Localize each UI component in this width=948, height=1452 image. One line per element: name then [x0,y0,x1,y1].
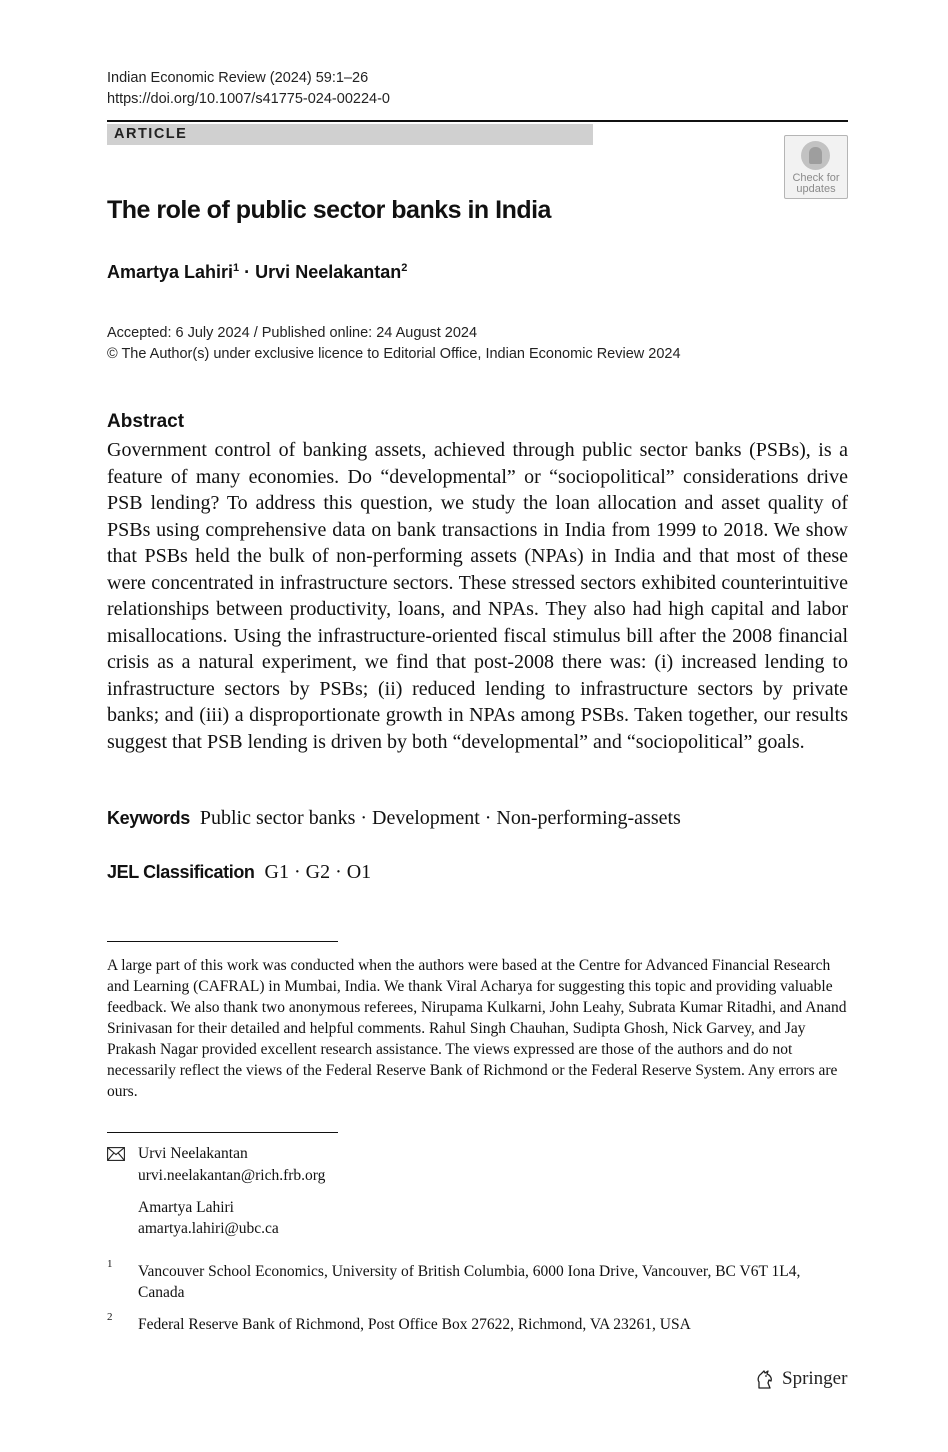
paper-title: The role of public sector banks in India [107,196,551,224]
affiliation-marker: 2 [401,262,408,274]
jel-classification-row [107,861,371,884]
author-name: Amartya Lahiri [107,262,234,282]
journal-citation: Indian Economic Review (2024) 59:1–26 [107,70,369,86]
keywords-value: Public sector banks · Development · Non-performing-assets [199,807,681,829]
corresponding-author-email[interactable]: urvi.neelakantan@rich.frb.org [138,1167,326,1184]
bookmark-icon [801,141,830,170]
coauthor-name: Amartya Lahiri [138,1199,234,1216]
affiliation-marker: 1 [233,262,240,274]
author-name: Urvi Neelakantan [255,262,402,282]
acknowledgement-footnote: A large part of this work was conducted when the authors were based at the Centre for Advanced Financial Research and Learning (CAFRAL) in Mumbai, India. We thank Viral Acharya for suggesting this topic and providing valuable feedback. We also thank two anonymous referees, Nirupama Kulkarni, John Leahy, Subrata Kumar Ritadhi, and Anand Srinivasan for their detailed and helpful comments. Rahul Singh Chauhan, Sudipta Ghosh, Nick Garvey, and Jay Prakash Nagar provided excellent research assistance. The views expressed are those of the authors and do not necessarily reflect the views of the Federal Reserve Bank of Richmond or the Federal Reserve System. Any errors are ours. [107,957,847,1100]
springer-horse-icon [754,1368,776,1390]
article-type-label: ARTICLE [114,126,188,142]
keywords-row [107,807,681,830]
corresponding-author-name: Urvi Neelakantan [138,1145,248,1162]
journal-header [107,68,390,110]
affiliation-text: Federal Reserve Bank of Richmond, Post Office Box 27622, Richmond, VA 23261, USA [138,1316,691,1333]
coauthor-email[interactable]: amartya.lahiri@ubc.ca [138,1220,279,1237]
updates-label: updates [796,183,836,195]
envelope-icon [107,1147,125,1161]
keywords-label: Keywords [107,808,190,828]
affiliation-text: Vancouver School Economics, University of British Columbia, 6000 Iona Drive, Vancouver, BC V6T 1L4, Canada [138,1263,801,1301]
footnote-rule [107,941,338,942]
affiliation-number: 2 [107,1311,113,1323]
jel-value: G1 · G2 · O1 [264,861,372,883]
author-list [107,262,407,283]
abstract-body: Government control of banking assets, achieved through public sector banks (PSBs), is a feature of many economies. Do “developmental” or “sociopolitical” considerations drive PSB lending? To address this question, we study the loan allocation and asset quality of PSBs using comprehensive data on bank transactions in India from 1999 to 2018. We show that PSBs held the bulk of non-performing assets (NPAs) in India and that most of these were concentrated in infrastructure sectors. These stressed sectors exhibited counterintuitive relationships between productivity, loans, and NPAs. They also had high capital and labor misallocations. Using the infrastructure-oriented fiscal stimulus bill after the 2008 financial crisis as a natural experiment, we find that post-2008 there was: (i) increased lending to infrastructure sectors by PSBs; (ii) reduced lending to infrastructure sectors by private banks; and (iii) a disproportionate growth in NPAs among PSBs. Taken together, our results suggest that PSB lending is driven by both “developmental” and “sociopolitical” goals. [107,439,848,753]
doi-link[interactable]: https://doi.org/10.1007/s41775-024-00224-0 [107,91,390,107]
publisher-logo [754,1368,847,1390]
author-separator: · [239,262,256,282]
abstract-heading: Abstract [107,411,185,432]
check-for-label: Check for [792,172,840,184]
publication-info [107,323,681,365]
publisher-name: Springer [782,1368,848,1389]
header-rule [107,120,848,122]
affiliation-number: 1 [107,1258,113,1270]
copyright-notice: © The Author(s) under exclusive licence to Editorial Office, Indian Economic Review 2024 [107,346,681,362]
footnote-rule [107,1132,338,1133]
publication-dates: Accepted: 6 July 2024 / Published online: 24 August 2024 [107,325,478,341]
check-for-updates-badge[interactable] [784,135,848,199]
jel-label: JEL Classification [107,862,255,882]
